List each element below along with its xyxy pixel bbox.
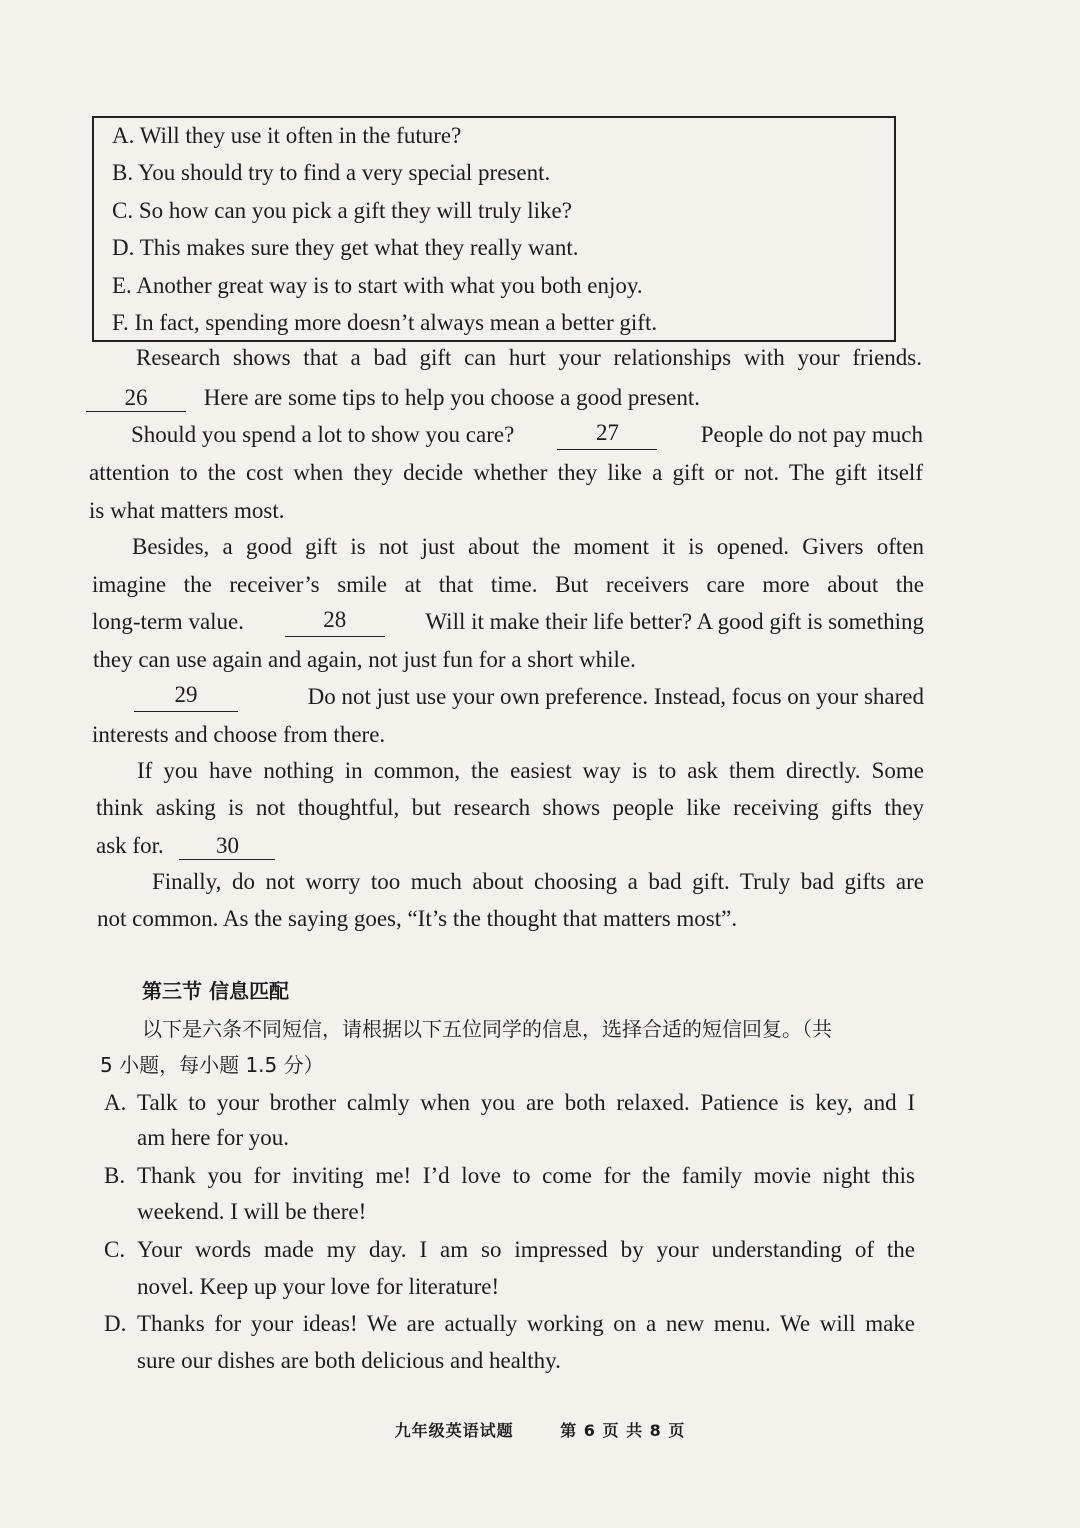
option-e: E. Another great way is to start with what you both enjoy. [112,273,643,298]
message-b-line: Thank you for inviting me! I’d love to come for the family movie night this [137,1163,915,1188]
passage-line [96,831,275,861]
message-a-line: am here for you. [137,1125,289,1150]
passage-line: attention to the cost when they decide whether they like a gift or not. The gift itself [89,460,923,485]
message-b-label: B. [104,1163,126,1188]
footer-title: 九年级英语试题 [394,1421,514,1440]
passage-line: Finally, do not worry too much about choosing a bad gift. Truly bad gifts are [152,869,924,894]
message-c-line: Your words made my day. I am so impressed by your understanding of the [137,1237,915,1262]
passage-line: imagine the receiver’s smile at that time. But receivers care more about the [92,572,924,597]
passage-line: Besides, a good gift is not just about the moment it is opened. Givers often [132,534,924,559]
message-c-label: C. [104,1237,126,1262]
passage-text: long-term value. [92,609,245,634]
passage-text: Here are some tips to help you choose a good present. [203,385,701,410]
page-footer [0,1418,1080,1441]
options-box [92,116,896,342]
passage-line [131,420,923,450]
blank-28: 28 [285,607,385,637]
passage-line [86,383,700,413]
message-d-line: sure our dishes are both delicious and healthy. [137,1348,561,1373]
message-d-line: Thanks for your ideas! We are actually working on a new menu. We will make [137,1311,915,1336]
option-a: A. Will they use it often in the future? [112,123,462,148]
passage-text: Will it make their life better? A good gift is something [425,609,924,634]
blank-27: 27 [557,420,657,450]
option-f: F. In fact, spending more doesn’t always mean a better gift. [112,310,658,335]
passage-text: People do not pay much [700,422,923,447]
message-a-label: A. [104,1090,127,1115]
passage-line: Research shows that a bad gift can hurt your relationships with your friends. [136,345,922,370]
blank-29: 29 [134,682,238,712]
message-a-line: Talk to your brother calmly when you are both relaxed. Patience is key, and I [137,1090,915,1115]
passage-line [92,607,924,637]
passage-text: Should you spend a lot to show you care? [131,422,515,447]
passage-text: Do not just use your own preference. Instead, focus on your shared [307,684,924,709]
passage-line: interests and choose from there. [92,722,386,747]
option-c: C. So how can you pick a gift they will truly like? [112,198,572,223]
section-title: 第三节 信息匹配 [142,979,289,1003]
message-b-line: weekend. I will be there! [137,1199,367,1224]
section-instructions: 以下是六条不同短信，请根据以下五位同学的信息，选择合适的短信回复。（共 [142,1017,832,1041]
option-d: D. This makes sure they get what they really want. [112,235,579,260]
message-d-label: D. [104,1311,127,1336]
passage-line [134,682,924,712]
message-c-line: novel. Keep up your love for literature! [137,1274,500,1299]
blank-30: 30 [179,833,275,860]
option-b: B. You should try to find a very special present. [112,160,551,185]
passage-line: If you have nothing in common, the easiest way is to ask them directly. Some [137,758,924,783]
passage-line: not common. As the saying goes, “It’s the thought that matters most”. [97,906,738,931]
blank-26: 26 [86,385,186,412]
passage-text: ask for. [96,833,164,858]
passage-line: they can use again and again, not just fun for a short while. [93,647,636,672]
passage-line: think asking is not thoughtful, but research shows people like receiving gifts they [96,795,924,820]
section-instructions: 5 小题，每小题 1.5 分） [100,1053,324,1077]
passage-line: is what matters most. [89,498,285,523]
page-number: 第 6 页 共 8 页 [560,1421,686,1440]
